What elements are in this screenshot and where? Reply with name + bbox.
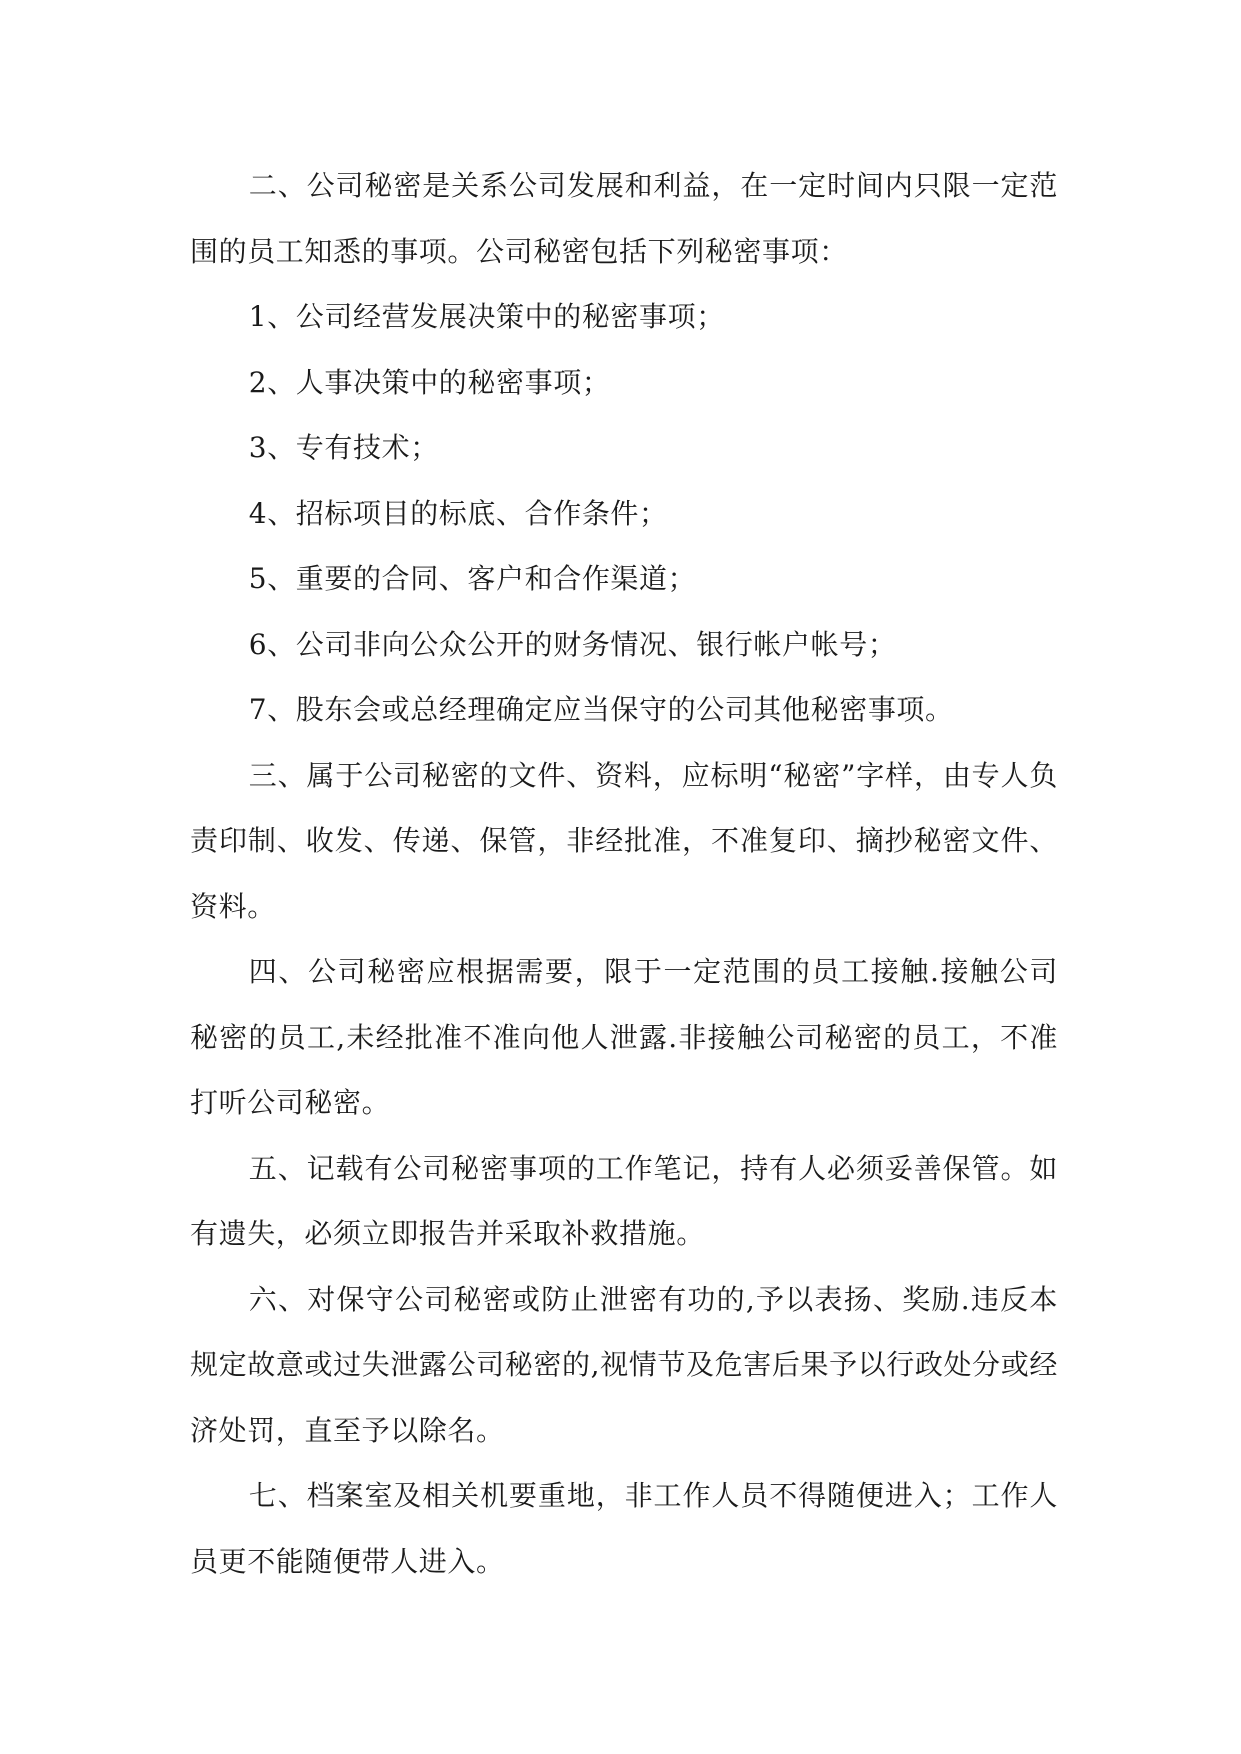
list-item-7: 7、股东会或总经理确定应当保守的公司其他秘密事项。 xyxy=(248,693,954,726)
paragraph-4-access: 四、公司秘密应根据需要，限于一定范围的员工接触.接触公司秘密的员工,未经批准不准向他人泄露.非接触公司秘密的员工，不准打听公司秘密。 xyxy=(190,955,1058,1119)
list-item-2: 2、人事决策中的秘密事项； xyxy=(248,365,611,399)
paragraph-6-rewards: 六、对保守公司秘密或防止泄密有功的,予以表扬、奖励.违反本规定故意或过失泄露公司秘密的,视情节及危害后果予以行政处分或经济处罚，直至予以除名。 xyxy=(190,1282,1058,1447)
document-body xyxy=(190,153,1058,1594)
paragraph-2-definition: 二、公司秘密是关系公司发展和利益，在一定时间内只限一定范围的员工知悉的事项。公司秘密包括下列秘密事项： xyxy=(190,169,1058,268)
list-item-4: 4、招标项目的标底、合作条件； xyxy=(248,496,668,530)
list-item-3: 3、专有技术； xyxy=(248,431,439,464)
list-item-5: 5、重要的合同、客户和合作渠道； xyxy=(248,562,697,595)
paragraph-3-marking: 三、属于公司秘密的文件、资料，应标明“秘密”字样，由专人负责印制、收发、传递、保管，非经批准，不准复印、摘抄秘密文件、资料。 xyxy=(190,758,1058,923)
paragraph-5-notes: 五、记载有公司秘密事项的工作笔记，持有人必须妥善保管。如有遗失，必须立即报告并采取补救措施。 xyxy=(190,1151,1058,1250)
paragraph-7-archive: 七、档案室及相关机要重地，非工作人员不得随便进入；工作人员更不能随便带人进入。 xyxy=(190,1479,1058,1578)
list-item-1: 1、公司经营发展决策中的秘密事项； xyxy=(248,300,725,333)
list-item-6: 6、公司非向公众公开的财务情况、银行帐户帐号； xyxy=(248,627,897,661)
